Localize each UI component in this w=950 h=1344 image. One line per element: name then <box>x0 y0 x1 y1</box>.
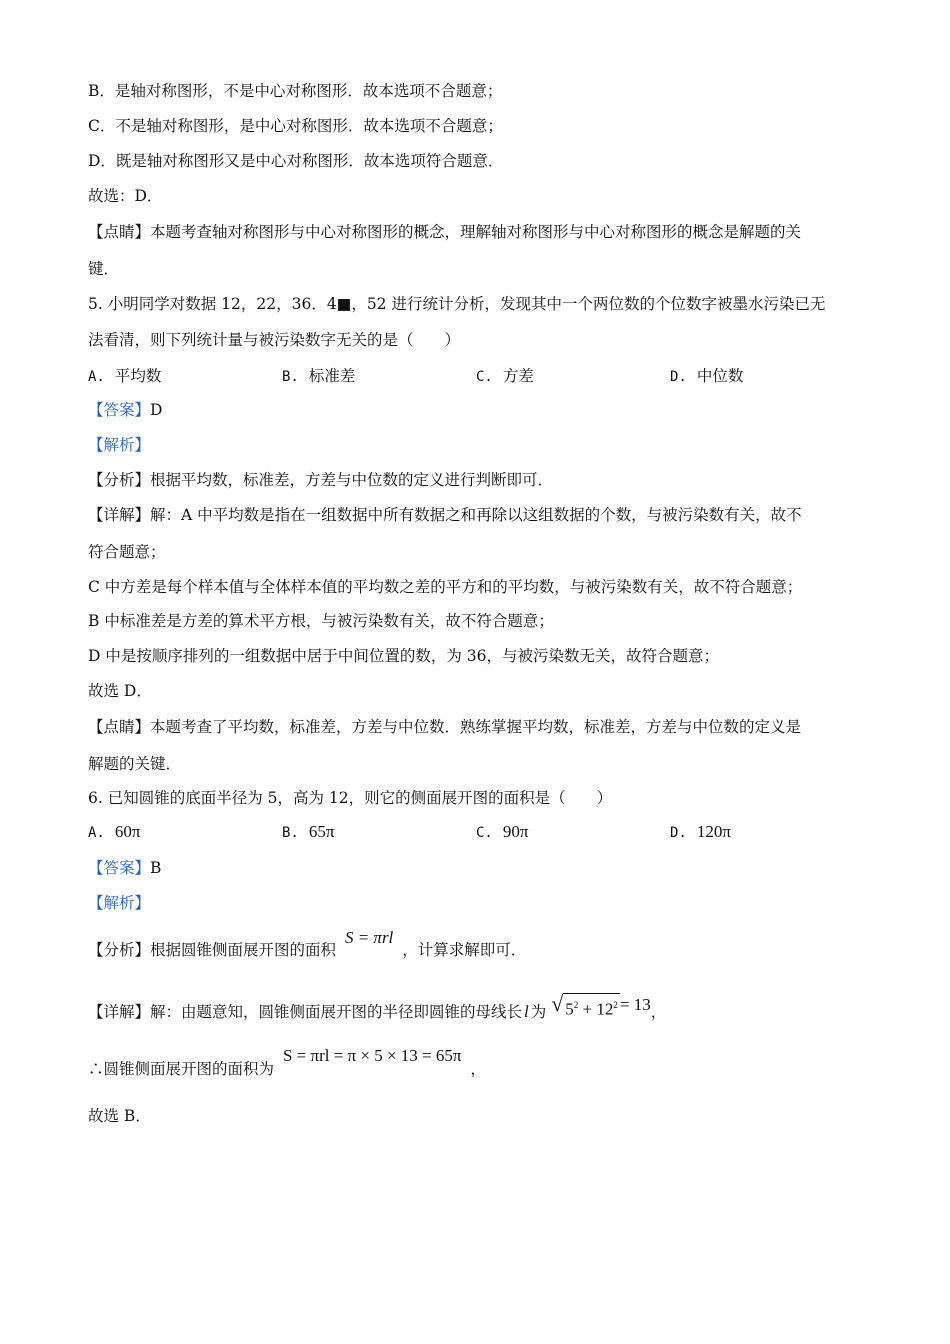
q6-option-b <box>282 822 334 843</box>
detail-text: 【详解】解：由题意知，圆锥侧面展开图的半径即圆锥的母线长 <box>88 1003 523 1021</box>
answer-value: B <box>150 859 162 877</box>
q5-option-b <box>282 366 355 387</box>
option-text: 平均数 <box>114 367 162 385</box>
option-letter: B. <box>282 369 299 385</box>
q6-option-d <box>670 822 731 843</box>
detail-text-end: ， <box>650 1003 667 1021</box>
option-letter: D. <box>670 369 687 385</box>
exponent-b: 2 <box>613 1000 618 1010</box>
q5-comment-line-2: 解题的关键． <box>88 755 182 773</box>
q5-detail-line-4: B 中标准差是方差的算术平方根，与被污染数有关，故不符合题意； <box>88 612 554 630</box>
q5-option-d <box>670 366 743 387</box>
q5-detail-line-1: 【详解】解：A 中平均数是指在一组数据中所有数据之和再除以这组数据的个数，与被污染数有关，故不 <box>88 506 802 524</box>
sqrt-expression <box>551 993 651 1019</box>
option-text: 标准差 <box>308 367 356 385</box>
radicand <box>563 993 620 1019</box>
option-text: 60π <box>114 822 141 841</box>
q4-comment-line-2: 键． <box>88 260 120 278</box>
q5-detail-line-2: 符合题意； <box>88 543 166 561</box>
q6-option-c <box>476 822 528 843</box>
q4-option-c-explanation: C．不是轴对称图形，是中心对称图形．故本选项不合题意； <box>88 117 503 135</box>
q6-analysis <box>88 928 868 960</box>
q5-analysis: 【分析】根据平均数，标准差，方差与中位数的定义进行判断即可． <box>88 471 554 489</box>
detail-text-mid: 为 <box>530 1003 547 1021</box>
option-text: 65π <box>308 822 335 841</box>
option-letter: C. <box>476 369 493 385</box>
q5-stem-line-1: 5. 小明同学对数据 12，22，36．4■，52 进行统计分析，发现其中一个两位数的个位数字被墨水污染已无 <box>88 295 826 313</box>
option-text: 方差 <box>502 367 534 385</box>
q6-option-a <box>88 822 140 843</box>
q6-analysis-label: 【解析】 <box>88 894 151 912</box>
q5-detail-line-5: D 中是按顺序排列的一组数据中居于中间位置的数，为 36，与被污染数无关，故符合题意； <box>88 647 720 665</box>
formula-surface-area: S = πrl <box>344 928 394 947</box>
answer-value: D <box>150 401 163 419</box>
q5-analysis-label: 【解析】 <box>88 436 151 454</box>
q5-comment-line-1: 【点睛】本题考查了平均数，标准差，方差与中位数．熟练掌握平均数，标准差，方差与中位数的定义是 <box>88 718 802 736</box>
analysis-text-end: ，计算求解即可． <box>402 941 527 959</box>
answer-label: 【答案】 <box>88 401 151 419</box>
radicand-a: 5 <box>565 999 574 1019</box>
sqrt-result: = 13 <box>619 995 651 1014</box>
q5-option-c <box>476 366 534 387</box>
option-letter: A. <box>88 825 105 841</box>
q4-option-d-explanation: D．既是轴对称图形又是中心对称图形．故本选项符合题意． <box>88 152 504 170</box>
q4-option-b-explanation: B．是轴对称图形，不是中心对称图形．故本选项不合题意； <box>88 82 503 100</box>
option-text: 90π <box>502 822 529 841</box>
q6-area <box>88 1046 868 1079</box>
q5-option-a <box>88 366 161 387</box>
exponent-a: 2 <box>573 1000 579 1010</box>
q6-stem: 6. 已知圆锥的底面半径为 5，高为 12，则它的侧面展开图的面积是（ ） <box>88 789 613 807</box>
radical-sign: √ <box>551 991 564 1016</box>
option-text: 120π <box>696 822 731 841</box>
answer-label: 【答案】 <box>88 859 151 877</box>
area-text-end: ， <box>470 1060 486 1078</box>
q6-conclusion: 故选 B． <box>88 1107 151 1125</box>
q5-conclusion: 故选 D． <box>88 682 152 700</box>
q6-detail <box>88 991 868 1025</box>
option-letter: A. <box>88 369 105 385</box>
slant-height-var: l <box>524 1002 529 1021</box>
area-text: ∴圆锥侧面展开图的面积为 <box>88 1060 275 1078</box>
q4-conclusion: 故选：D． <box>88 187 163 205</box>
q5-stem-line-2: 法看清，则下列统计量与被污染数字无关的是（ ） <box>88 331 461 349</box>
q5-detail-line-3: C 中方差是每个样本值与全体样本值的平均数之差的平方和的平均数，与被污染数有关，故不符合题意； <box>88 578 803 596</box>
q6-answer <box>88 858 868 878</box>
option-letter: C. <box>476 825 493 841</box>
formula-area-calc: S = πrl = π × 5 × 13 = 65π <box>282 1046 462 1065</box>
option-letter: D. <box>670 825 687 841</box>
analysis-text: 【分析】根据圆锥侧面展开图的面积 <box>88 941 337 959</box>
option-text: 中位数 <box>696 367 744 385</box>
radicand-b: + 12 <box>578 999 614 1019</box>
q5-answer <box>88 400 868 420</box>
option-letter: B. <box>282 825 299 841</box>
q4-comment-line-1: 【点睛】本题考查轴对称图形与中心对称图形的概念，理解轴对称图形与中心对称图形的概念是解题的关 <box>88 223 802 241</box>
